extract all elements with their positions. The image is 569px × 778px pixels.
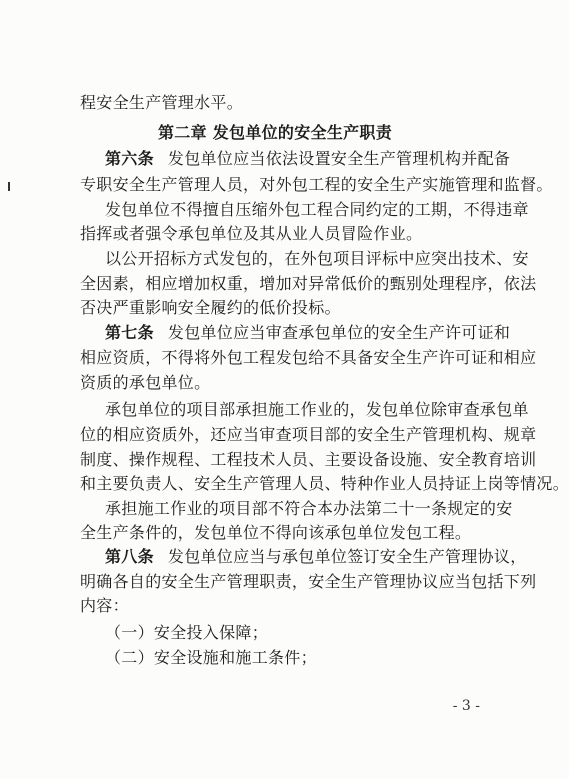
text-line: 承担施工作业的项目部不符合本办法第二十一条规定的安: [105, 499, 513, 518]
text-line: 明确各自的安全生产管理职责，安全生产管理协议应当包括下列: [80, 572, 537, 591]
text-line: 相应资质，不得将外包工程发包给不具备安全生产许可证和相应: [80, 348, 537, 367]
article-text: 发包单位应当依法设置安全生产管理机构并配备: [167, 149, 511, 168]
list-item: （二）安全设施和施工条件；: [105, 648, 317, 667]
article-paragraph: [105, 321, 511, 345]
article-label: 第八条: [105, 547, 154, 566]
page-number: - 3 -: [452, 698, 480, 714]
text-line: 程安全生产管理水平。: [80, 93, 244, 112]
text-line: 内容：: [80, 596, 129, 615]
text-line: 位的相应资质外，还应当审查项目部的安全生产管理机构、规章: [80, 425, 537, 444]
text-line: 资质的承包单位。: [80, 373, 211, 392]
text-line: 承包单位的项目部承担施工作业的，发包单位除审查承包单: [105, 400, 529, 419]
text-line: 制度、操作规程、工程技术人员、主要设备设施、安全教育培训: [80, 450, 537, 469]
text-line: 全因素，相应增加权重，增加对异常低价的甄别处理程序，依法: [80, 274, 537, 293]
margin-mark: [8, 182, 10, 191]
list-item: （一）安全投入保障；: [105, 623, 269, 642]
text-line: 全生产条件的，发包单位不得向该承包单位发包工程。: [80, 523, 472, 542]
article-text: 发包单位应当审查承包单位的安全生产许可证和: [167, 323, 511, 342]
article-label: 第七条: [105, 323, 154, 342]
text-line: 和主要负责人、安全生产管理人员、特种作业人员持证上岗等情况。: [80, 474, 569, 493]
text-line: 以公开招标方式发包的，在外包项目评标中应突出技术、安: [105, 249, 529, 268]
text-line: 否决严重影响安全履约的低价投标。: [80, 298, 341, 317]
chapter-title: 第二章 发包单位的安全生产职责: [157, 123, 393, 142]
article-paragraph: [105, 545, 527, 569]
article-label: 第六条: [105, 149, 154, 168]
text-line: 发包单位不得擅自压缩外包工程合同约定的工期，不得违章: [105, 200, 529, 219]
text-line: 专职安全生产管理人员，对外包工程的安全生产实施管理和监督。: [80, 175, 553, 194]
text-line: 指挥或者强令承包单位及其从业人员冒险作业。: [80, 224, 423, 243]
article-text: 发包单位应当与承包单位签订安全生产管理协议，: [167, 547, 527, 566]
article-paragraph: [105, 147, 511, 171]
